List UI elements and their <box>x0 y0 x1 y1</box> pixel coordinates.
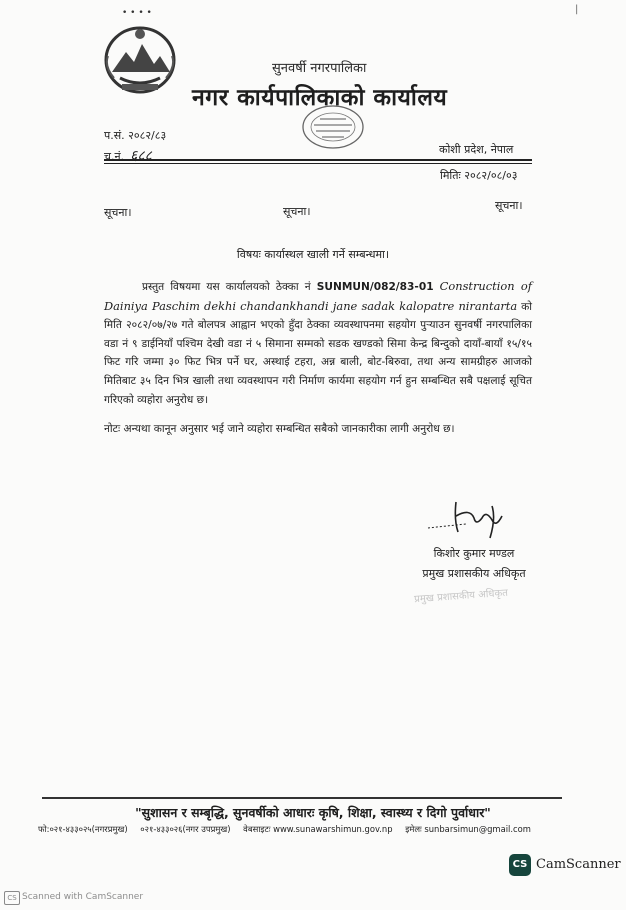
scanned-badge-icon: CS <box>4 891 20 905</box>
province-text: कोशी प्रदेश, नेपाल <box>439 143 514 156</box>
signatory-name: किशोर कुमार मण्डल <box>433 547 515 560</box>
footer-contact <box>38 824 598 835</box>
phone-mayor: फो:०२१-४३३०२५(नगरप्रमुख) <box>38 824 128 834</box>
top-scan-marks: • • • • <box>122 8 152 18</box>
website-text: वेबसाइटः www.sunawarshimun.gov.np <box>243 824 393 834</box>
phone-deputy-mayor: ०२१-४३३०२६(नगर उपप्रमुख) <box>140 824 231 834</box>
footer-divider <box>42 797 562 799</box>
camscanner-name: CamScanner <box>536 857 621 872</box>
notice-heading-right: सूचना। <box>495 199 523 212</box>
header-divider <box>104 159 532 161</box>
header-divider-thin <box>104 163 532 164</box>
notice-heading-left: सूचना। <box>104 206 132 219</box>
reference-number: प.सं. २०८२/८३ <box>104 129 167 142</box>
note-text: नोटः अन्यथा कानून अनुसार भई जाने व्यहोरा सम्बन्धित सबैको जानकारीका लागी अनुरोध छ। <box>104 423 455 435</box>
signature-icon <box>426 498 516 544</box>
footer-slogan: "सुशासन र सम्बृद्धि, सुनवर्षीको आधारः कृषि, शिक्षा, स्वास्थ्य र दिगो पुर्वाधार" <box>135 805 491 820</box>
body-details: को मिति २०८२/०७/२७ गते बोलपत्र आह्वान भएको हुँदा ठेक्का व्यवस्थापनमा सहयोग पुऱ्याउन सुनवर्षी नगरपालिका वडा नं ९ डाईनियाँ पश्चिम देखी वडा नं ५ सिमाना सम्मको सडक खण्डको सिमा केन्द्र बिन्दुको दायाँ-बायाँ १५/१५ फिट गरि जम्मा ३० फिट भित्र पर्ने घर, अस्थाई टहरा, अन्न बाली, बोट-बिरुवा, तथा अन्य सामग्रीहरु आजको मितिबाट ३५ दिन भित्र खाली तथा व्यवस्थापन गरी निर्माण कार्यमा सहयोग गर्न हुन सम्बन्धित सबै पक्षलाई सूचित गरिएको व्यहोरा अनुरोध छ। <box>104 300 532 406</box>
scanned-watermark: Scanned with CamScanner <box>22 892 144 902</box>
contract-number: SUNMUN/082/83-01 <box>316 281 434 293</box>
email-text: इमेलः sunbarsimun@gmail.com <box>405 824 531 834</box>
dispatch-value: ६८८ <box>130 148 152 164</box>
project-name: Construction of Dainiya Paschim dekhi chandankhandi jane sadak kalopatre nirantarta <box>104 279 532 313</box>
dispatch-label: च.नं. <box>104 150 125 163</box>
office-seal-icon <box>300 103 366 151</box>
nepal-emblem-icon <box>100 22 180 98</box>
subject-line: विषयः कार्यास्थल खाली गर्ने सम्बन्धमा। <box>236 248 390 261</box>
signatory-title: प्रमुख प्रशासकीय अधिकृत <box>422 567 526 580</box>
notice-heading-center: सूचना। <box>283 205 311 218</box>
faint-stamp-text: प्रमुख प्रशासकीय अधिकृत <box>413 587 509 606</box>
body-intro: प्रस्तुत विषयमा यस कार्यालयको ठेक्का नं <box>142 281 311 293</box>
corner-mark: | <box>575 4 579 15</box>
camscanner-logo-icon: CS <box>509 854 531 876</box>
letter-date: मितिः २०८२/०८/०३ <box>440 169 518 182</box>
office-title: नगर कार्यपालिकाको कार्यालय <box>192 85 448 111</box>
notice-body <box>104 277 532 409</box>
municipality-name: सुनवर्षी नगरपालिका <box>272 61 367 76</box>
